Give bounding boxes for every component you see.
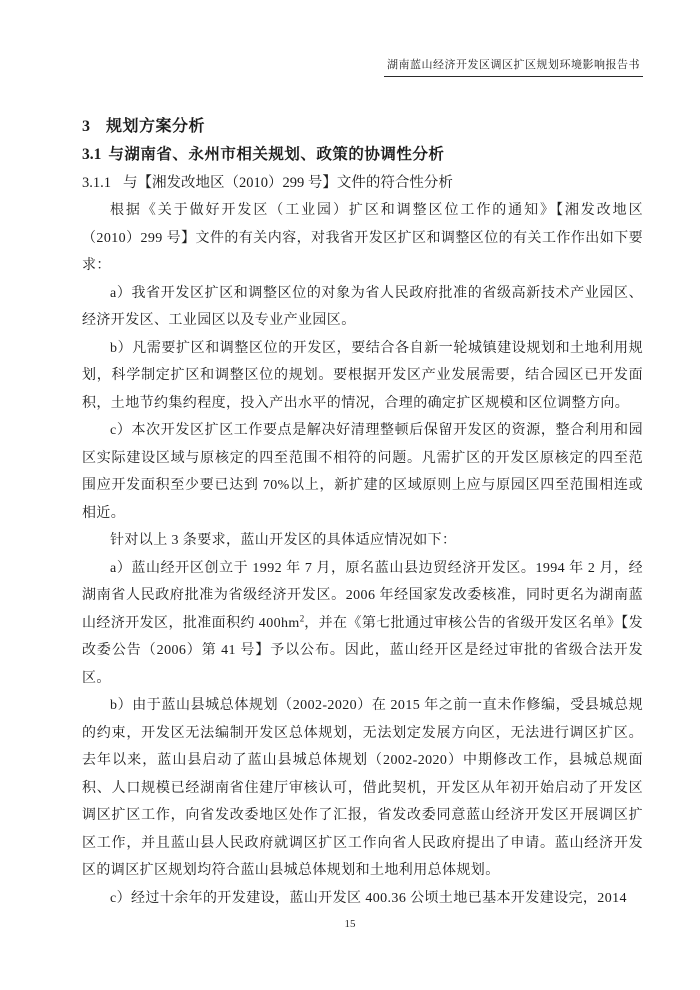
page-footer <box>0 918 700 930</box>
heading-3-number: 3 <box>82 118 90 135</box>
superscript-2: 2 <box>299 612 305 623</box>
heading-3 <box>82 113 643 141</box>
paragraph-resp-a-text-after: ，并在《第七批通过审核公告的省级开发区名单》【发改委公告（2006）第 41 号】予以公布。因此，蓝山经开区是经过审批的省级合法开发区。 <box>82 615 643 686</box>
paragraph-intro: 根据《关于做好开发区（工业园）扩区和调整区位工作的通知》【湘发改地区（2010）299 号】文件的有关内容，对我省开发区扩区和调整区位的有关工作作出如下要求： <box>82 203 643 273</box>
header-title: 湖南蓝山经济开发区调区扩区规划环境影响报告书 <box>384 57 643 77</box>
page-content <box>82 113 643 912</box>
heading-3-1 <box>82 141 643 169</box>
paragraph-resp-c: c）经过十余年的开发建设，蓝山开发区 400.36 公顷土地已基本开发建设完，2014 <box>110 890 627 906</box>
heading-3-label: 规划方案分析 <box>106 118 206 135</box>
paragraph-req-b: b）凡需要扩区和调整区位的开发区，要结合各自新一轮城镇建设规划和土地利用规划，科学制定扩区和调整区位的规划。要根据开发区产业发展需要，结合园区已开发面积，土地节约集约程度，投入产出水平的情况，合理的确定扩区规模和区位调整方向。 <box>82 340 643 411</box>
heading-3-1-1 <box>82 169 643 197</box>
paragraph-resp-a <box>82 555 643 693</box>
paragraph-transition: 针对以上 3 条要求，蓝山开发区的具体适应情况如下： <box>110 533 457 548</box>
page-header <box>82 56 643 77</box>
heading-3-1-label: 与湖南省、永州市相关规划、政策的协调性分析 <box>108 146 445 163</box>
paragraph-resp-b: b）由于蓝山县城总体规划（2002-2020）在 2015 年之前一直未作修编，受县城总规的约束，开发区无法编制开发区总体规划，无法划定发展方向区，无法进行调区扩区。去年以来，蓝山县启动了蓝山县城总体规划（2002-2020）中期修改工作，县城总规面积、人口规模已经湖南省住建厅审核认可，借此契机，开发区从年初开始启动了开发区调区扩区工作，向省发改委地区处作了汇报，省发改委同意蓝山经济开发区开展调区扩区工作，并且蓝山县人民政府就调区扩区工作向省人民政府提出了申请。蓝山经济开发区的调区扩区规划均符合蓝山县城总体规划和土地利用总体规划。 <box>82 698 643 878</box>
paragraph-resp-a-text: a）蓝山经开区创立于 1992 年 7 月，原名蓝山县边贸经济开发区。1994 年 2 月，经湖南省人民政府批准为省级经济开发区。2006 年经国家发改委核准，同时更名为湖南蓝山经济开发区，批准面积约 400hm <box>82 560 643 631</box>
page-number: 15 <box>344 918 356 930</box>
heading-3-1-1-number: 3.1.1 <box>82 175 111 191</box>
heading-3-1-1-label: 与【湘发改地区（2010）299 号】文件的符合性分析 <box>123 175 453 191</box>
paragraph-req-a: a）我省开发区扩区和调整区位的对象为省人民政府批准的省级高新技术产业园区、经济开发区、工业园区以及专业产业园区。 <box>82 285 643 328</box>
paragraph-req-c: c）本次开发区扩区工作要点是解决好清理整顿后保留开发区的资源，整合利用和园区实际建设区域与原核定的四至范围不相符的问题。凡需扩区的开发区原核定的四至范围应开发面积至少要已达到 70%以上，新扩建的区域原则上应与原园区四至范围相连或相近。 <box>82 423 643 521</box>
heading-3-1-number: 3.1 <box>82 146 102 163</box>
